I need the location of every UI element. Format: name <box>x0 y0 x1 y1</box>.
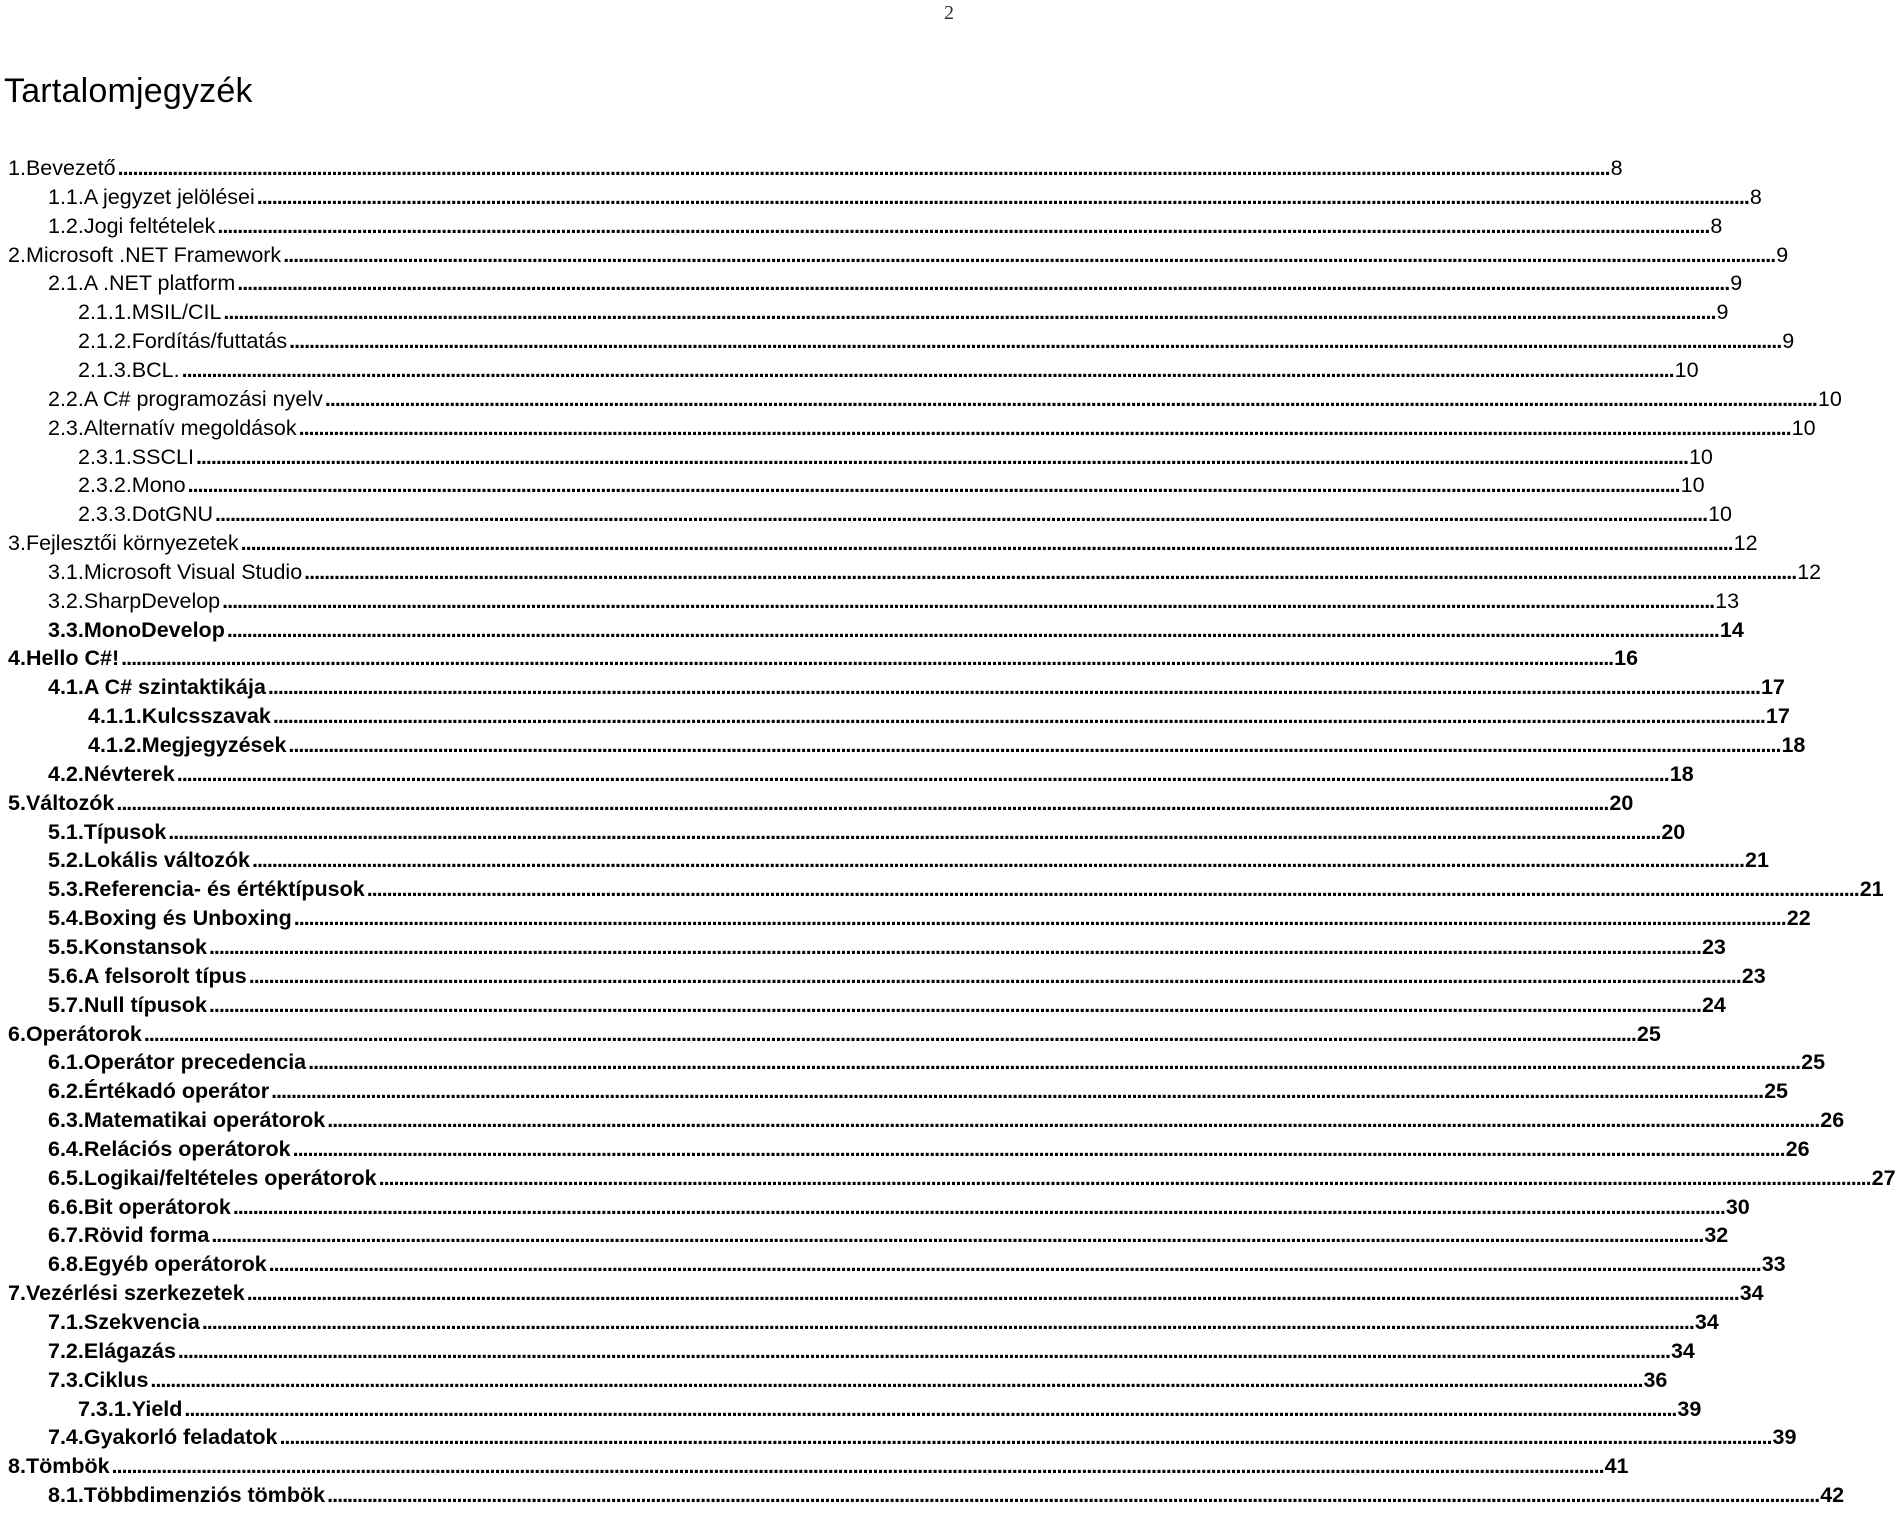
toc-leader-dots: ............................................................................................................................................................................................................................................................................................................ <box>248 963 1741 988</box>
toc-entry-label: Bit operátorok <box>83 1194 231 1219</box>
toc-entry[interactable] <box>78 327 1795 355</box>
toc-leader-dots: ............................................................................................................................................................................................................................................................................................................ <box>111 1454 1604 1479</box>
toc-leader-dots: ............................................................................................................................................................................................................................................................................................................ <box>298 415 1791 440</box>
toc-entry-page: 8 <box>1710 213 1723 238</box>
toc-entry-number: 3.3. <box>48 617 84 642</box>
toc-entry-page: 32 <box>1704 1223 1729 1248</box>
toc-entry-page: 21 <box>1745 848 1769 873</box>
toc-entry[interactable] <box>48 616 1744 644</box>
toc-entry[interactable] <box>48 269 1743 297</box>
toc-entry[interactable] <box>48 1193 1750 1221</box>
toc-entry[interactable] <box>48 414 1816 442</box>
toc-entry-number: 6.6. <box>48 1194 84 1219</box>
toc-entry[interactable] <box>48 385 1842 413</box>
toc-entry-page: 22 <box>1786 906 1811 931</box>
toc-entry-page: 9 <box>1716 300 1729 325</box>
toc-entry-number: 1.1. <box>48 184 84 209</box>
toc-entry-page: 10 <box>1708 502 1732 527</box>
toc-entry-number: 5.2. <box>48 848 84 873</box>
toc-leader-dots: ............................................................................................................................................................................................................................................................................................................ <box>272 704 1765 729</box>
toc-entry-number: 2.3.3. <box>78 502 132 527</box>
toc-entry-page: 9 <box>1776 242 1789 267</box>
toc-entry-page: 27 <box>1871 1165 1896 1190</box>
toc-entry-page: 33 <box>1761 1252 1786 1277</box>
toc-leader-dots: ............................................................................................................................................................................................................................................................................................................ <box>181 357 1674 382</box>
toc-leader-dots: ............................................................................................................................................................................................................................................................................................................ <box>378 1165 1871 1190</box>
toc-entry-page: 16 <box>1614 646 1639 671</box>
toc-leader-dots: ............................................................................................................................................................................................................................................................................................................ <box>168 819 1661 844</box>
toc-entry-number: 7.3.1. <box>78 1396 132 1421</box>
toc-entry-number: 6.5. <box>48 1165 84 1190</box>
toc-entry-page: 24 <box>1701 992 1726 1017</box>
toc-entry[interactable] <box>48 1135 1810 1163</box>
toc-entry-page: 12 <box>1797 559 1822 584</box>
toc-leader-dots: ............................................................................................................................................................................................................................................................................................................ <box>222 588 1715 613</box>
toc-entry[interactable] <box>48 1481 1845 1509</box>
toc-entry-number: 2.3. <box>48 415 84 440</box>
toc-leader-dots: ............................................................................................................................................................................................................................................................................................................ <box>293 906 1786 931</box>
toc-entry-label: Megjegyzések <box>141 733 287 757</box>
toc-entry-label: Matematikai operátorok <box>83 1108 326 1133</box>
toc-entry-number: 6. <box>8 1021 26 1046</box>
toc-entry-number: 2.3.2. <box>78 473 132 498</box>
toc-entry[interactable] <box>8 529 1758 557</box>
toc-entry-page: 18 <box>1781 733 1806 757</box>
toc-entry-number: 1. <box>8 156 26 180</box>
toc-entry-number: 7.4. <box>48 1425 84 1450</box>
toc-entry-page: 25 <box>1801 1050 1826 1075</box>
toc-title: Tartalomjegyzék <box>4 72 253 110</box>
toc-entry-number: 2.2. <box>48 386 84 411</box>
toc-entry[interactable] <box>48 673 1785 701</box>
toc-entry-page: 14 <box>1719 617 1744 642</box>
toc-leader-dots: ............................................................................................................................................................................................................................................................................................................ <box>240 531 1733 556</box>
toc-entry-label: Boxing és Unboxing <box>83 906 292 931</box>
toc-entry[interactable] <box>8 1279 1764 1307</box>
toc-entry-page: 9 <box>1730 271 1743 296</box>
toc-leader-dots: ............................................................................................................................................................................................................................................................................................................ <box>217 213 1710 238</box>
toc-entry-label: MonoDevelop <box>83 617 225 642</box>
toc-entry-number: 7. <box>8 1281 26 1306</box>
toc-entry-page: 36 <box>1643 1367 1668 1392</box>
page-number: 2 <box>944 2 954 24</box>
toc-entry-page: 10 <box>1817 386 1842 411</box>
toc-leader-dots: ............................................................................................................................................................................................................................................................................................................ <box>150 1367 1643 1392</box>
toc-entry-number: 5.1. <box>48 819 84 844</box>
toc-entry[interactable] <box>48 1308 1719 1336</box>
toc-leader-dots: ............................................................................................................................................................................................................................................................................................................ <box>268 1252 1761 1277</box>
toc-entry-page: 18 <box>1669 761 1694 786</box>
toc-entry-label: Ciklus <box>83 1367 149 1392</box>
toc-entry-number: 6.2. <box>48 1079 84 1104</box>
toc-entry-page: 8 <box>1749 184 1762 209</box>
toc-entry-number: 5.5. <box>48 934 84 959</box>
toc-leader-dots: ............................................................................................................................................................................................................................................................................................................ <box>232 1194 1725 1219</box>
toc-entry[interactable] <box>78 443 1713 471</box>
toc-entry-page: 26 <box>1785 1136 1810 1161</box>
toc-entry-page: 17 <box>1765 704 1790 729</box>
toc-entry-label: Rövid forma <box>83 1223 210 1248</box>
toc-entry-page: 9 <box>1782 329 1795 354</box>
toc-entry-label: Operátorok <box>25 1021 142 1046</box>
toc-entry-number: 6.4. <box>48 1136 84 1161</box>
toc-entry-label: Microsoft Visual Studio <box>83 559 303 584</box>
toc-entry-page: 10 <box>1688 444 1713 469</box>
toc-entry-number: 3.1. <box>48 559 84 584</box>
toc-entry-number: 7.3. <box>48 1367 84 1392</box>
toc-entry[interactable] <box>48 1048 1826 1076</box>
toc-leader-dots: ............................................................................................................................................................................................................................................................................................................ <box>288 733 1781 757</box>
toc-entry-number: 6.7. <box>48 1223 84 1248</box>
toc-entry-number: 4.1. <box>48 675 84 700</box>
toc-entry[interactable] <box>78 356 1699 384</box>
toc-entry[interactable] <box>48 846 1769 874</box>
toc-entry-label: Egyéb operátorok <box>83 1252 267 1277</box>
toc-entry-page: 12 <box>1733 531 1758 556</box>
toc-leader-dots: ............................................................................................................................................................................................................................................................................................................ <box>237 271 1730 296</box>
toc-entry-label: Mono <box>131 473 186 498</box>
toc-entry-page: 13 <box>1715 588 1740 613</box>
toc-entry-label: A felsorolt típus <box>83 963 247 988</box>
toc-entry-number: 4.1.2. <box>88 733 142 757</box>
toc-entry-number: 5.6. <box>48 963 84 988</box>
toc-entry-number: 3.2. <box>48 588 84 613</box>
toc-entry-label: Névterek <box>83 761 175 786</box>
toc-leader-dots: ............................................................................................................................................................................................................................................................................................................ <box>283 242 1776 267</box>
toc-entry[interactable] <box>78 298 1729 326</box>
toc-entry-number: 2.1.2. <box>78 329 132 354</box>
toc-entry[interactable] <box>48 1077 1789 1105</box>
toc-entry[interactable] <box>48 904 1811 932</box>
toc-leader-dots: ............................................................................................................................................................................................................................................................................................................ <box>177 1338 1670 1363</box>
toc-entry-page: 41 <box>1604 1454 1629 1479</box>
toc-leader-dots: ............................................................................................................................................................................................................................................................................................................ <box>208 934 1701 959</box>
toc-leader-dots: ............................................................................................................................................................................................................................................................................................................ <box>327 1108 1820 1133</box>
toc-entry-label: Alternatív megoldások <box>83 415 297 440</box>
toc-leader-dots: ............................................................................................................................................................................................................................................................................................................ <box>304 559 1797 584</box>
toc-entry-label: Változók <box>25 790 115 815</box>
toc-entry-page: 25 <box>1764 1079 1789 1104</box>
toc-entry-page: 34 <box>1739 1281 1764 1306</box>
toc-entry-label: Hello C#! <box>25 646 120 671</box>
toc-entry[interactable] <box>78 1395 1702 1423</box>
toc-leader-dots: ............................................................................................................................................................................................................................................................................................................ <box>246 1281 1739 1306</box>
toc-entry-label: Kulcsszavak <box>141 704 271 729</box>
toc-entry-number: 7.2. <box>48 1338 84 1363</box>
toc-entry[interactable] <box>8 154 1623 182</box>
toc-entry[interactable] <box>48 183 1762 211</box>
toc-entry-label: Többdimenziós tömbök <box>83 1483 326 1508</box>
toc-entry-number: 2.1.3. <box>78 357 132 382</box>
toc-leader-dots: ............................................................................................................................................................................................................................................................................................................ <box>195 444 1688 469</box>
toc-entry-label: Szekvencia <box>83 1310 200 1334</box>
toc-entry-number: 5. <box>8 790 26 815</box>
toc-leader-dots: ............................................................................................................................................................................................................................................................................................................ <box>176 761 1669 786</box>
toc-entry[interactable] <box>48 991 1726 1019</box>
toc-entry-label: Fordítás/futtatás <box>131 329 288 354</box>
toc-entry-page: 34 <box>1694 1310 1719 1334</box>
toc-entry-number: 5.4. <box>48 906 84 931</box>
toc-entry-label: MSIL/CIL <box>131 300 222 325</box>
toc-entry-page: 26 <box>1820 1108 1845 1133</box>
toc-entry-page: 10 <box>1791 415 1816 440</box>
toc-entry-number: 6.8. <box>48 1252 84 1277</box>
toc-entry[interactable] <box>48 1164 1896 1192</box>
toc-entry-label: SharpDevelop <box>83 588 221 613</box>
toc-entry-page: 42 <box>1820 1483 1845 1508</box>
toc-entry[interactable] <box>78 471 1705 499</box>
toc-entry-page: 23 <box>1701 934 1726 959</box>
toc-entry[interactable] <box>48 1106 1845 1134</box>
toc-leader-dots: ............................................................................................................................................................................................................................................................................................................ <box>187 473 1680 498</box>
toc-entry-label: Fejlesztői környezetek <box>25 531 239 556</box>
toc-leader-dots: ............................................................................................................................................................................................................................................................................................................ <box>366 877 1859 902</box>
toc-entry-number: 4. <box>8 646 26 671</box>
toc-entry-label: Elágazás <box>83 1338 176 1363</box>
toc-entry[interactable] <box>8 644 1639 672</box>
toc-entry[interactable] <box>8 789 1634 817</box>
toc-entry-label: Yield <box>131 1396 183 1421</box>
toc-entry[interactable] <box>48 875 1884 903</box>
toc-entry-number: 8. <box>8 1454 26 1479</box>
toc-entry-label: SSCLI <box>131 444 194 469</box>
toc-leader-dots: ............................................................................................................................................................................................................................................................................................................ <box>215 502 1708 527</box>
toc-entry-label: BCL. <box>131 357 180 382</box>
toc-entry[interactable] <box>8 1020 1661 1048</box>
toc-entry[interactable] <box>88 702 1790 730</box>
toc-entry-page: 17 <box>1760 675 1785 700</box>
toc-entry[interactable] <box>88 731 1806 759</box>
toc-entry-page: 10 <box>1680 473 1705 498</box>
toc-entry-number: 2.3.1. <box>78 444 132 469</box>
toc-leader-dots: ............................................................................................................................................................................................................................................................................................................ <box>251 848 1744 873</box>
toc-entry-label: Tömbök <box>25 1454 110 1479</box>
toc-entry-label: Konstansok <box>83 934 207 959</box>
toc-entry-number: 6.1. <box>48 1050 84 1075</box>
toc-entry-label: Referencia- és értéktípusok <box>83 877 365 902</box>
toc-entry-page: 21 <box>1859 877 1884 902</box>
toc-entry-label: A .NET platform <box>83 271 236 296</box>
toc-leader-dots: ............................................................................................................................................................................................................................................................................................................ <box>292 1136 1785 1161</box>
toc-entry-page: 8 <box>1610 156 1623 180</box>
toc-leader-dots: ............................................................................................................................................................................................................................................................................................................ <box>279 1425 1772 1450</box>
toc-leader-dots: ............................................................................................................................................................................................................................................................................................................ <box>116 790 1609 815</box>
toc-entry-label: Microsoft .NET Framework <box>25 242 282 267</box>
toc-leader-dots: ............................................................................................................................................................................................................................................................................................................ <box>267 675 1760 700</box>
toc-entry[interactable] <box>48 962 1766 990</box>
toc-leader-dots: ............................................................................................................................................................................................................................................................................................................ <box>211 1223 1704 1248</box>
toc-entry-page: 30 <box>1725 1194 1750 1219</box>
toc-leader-dots: ............................................................................................................................................................................................................................................................................................................ <box>117 156 1610 180</box>
toc-entry-number: 5.7. <box>48 992 84 1017</box>
toc-entry-number: 7.1. <box>48 1310 84 1334</box>
toc-leader-dots: ............................................................................................................................................................................................................................................................................................................ <box>184 1396 1677 1421</box>
toc-entry-label: Típusok <box>83 819 167 844</box>
toc-entry-label: Vezérlési szerkezetek <box>25 1281 245 1306</box>
toc-entry-label: Relációs operátorok <box>83 1136 291 1161</box>
toc-entry[interactable] <box>48 1250 1786 1278</box>
toc-entry-label: A C# szintaktikája <box>83 675 266 700</box>
toc-entry-page: 20 <box>1609 790 1634 815</box>
toc-entry-number: 8.1. <box>48 1483 84 1508</box>
toc-entry-page: 39 <box>1677 1396 1702 1421</box>
toc-entry-page: 25 <box>1636 1021 1661 1046</box>
toc-entry[interactable] <box>48 1423 1797 1451</box>
toc-entry-label: Jogi feltételek <box>83 213 216 238</box>
toc-leader-dots: ............................................................................................................................................................................................................................................................................................................ <box>226 617 1719 642</box>
toc-entry-label: Operátor precedencia <box>83 1050 307 1075</box>
toc-entry-number: 4.1.1. <box>88 704 142 729</box>
toc-entry[interactable] <box>48 1366 1668 1394</box>
toc-entry-number: 5.3. <box>48 877 84 902</box>
toc-entry[interactable] <box>48 212 1723 240</box>
toc-leader-dots: ............................................................................................................................................................................................................................................................................................................ <box>223 300 1716 325</box>
toc-entry-label: A jegyzet jelölései <box>83 184 255 209</box>
toc-entry-number: 2. <box>8 242 26 267</box>
toc-entry[interactable] <box>48 1221 1729 1249</box>
toc-entry-label: Értékadó operátor <box>83 1079 270 1104</box>
toc-entry[interactable] <box>48 818 1686 846</box>
toc-entry-page: 20 <box>1661 819 1686 844</box>
toc-entry-page: 10 <box>1674 357 1699 382</box>
toc-entry[interactable] <box>48 558 1822 586</box>
toc-entry[interactable] <box>8 241 1789 269</box>
toc-entry-number: 6.3. <box>48 1108 84 1133</box>
toc-entry-number: 2.1. <box>48 271 84 296</box>
toc-entry-label: DotGNU <box>131 502 214 527</box>
toc-leader-dots: ............................................................................................................................................................................................................................................................................................................ <box>271 1079 1764 1104</box>
toc-entry-label: Lokális változók <box>83 848 250 873</box>
toc-leader-dots: ............................................................................................................................................................................................................................................................................................................ <box>256 184 1749 209</box>
toc-leader-dots: ............................................................................................................................................................................................................................................................................................................ <box>121 646 1614 671</box>
toc-leader-dots: ............................................................................................................................................................................................................................................................................................................ <box>208 992 1701 1017</box>
toc-leader-dots: ............................................................................................................................................................................................................................................................................................................ <box>308 1050 1801 1075</box>
toc-entry-number: 4.2. <box>48 761 84 786</box>
toc-leader-dots: ............................................................................................................................................................................................................................................................................................................ <box>289 329 1782 354</box>
toc-entry-label: Bevezető <box>25 156 116 180</box>
toc-entry[interactable] <box>48 1337 1695 1365</box>
toc-entry[interactable] <box>48 760 1694 788</box>
toc-entry-label: A C# programozási nyelv <box>83 386 323 411</box>
toc-leader-dots: ............................................................................................................................................................................................................................................................................................................ <box>201 1310 1694 1334</box>
toc-entry-page: 39 <box>1772 1425 1797 1450</box>
toc-entry-number: 1.2. <box>48 213 84 238</box>
toc-entry[interactable] <box>8 1452 1629 1480</box>
toc-leader-dots: ............................................................................................................................................................................................................................................................................................................ <box>327 1483 1820 1508</box>
toc-entry-label: Logikai/feltételes operátorok <box>83 1165 377 1190</box>
toc-leader-dots: ............................................................................................................................................................................................................................................................................................................ <box>324 386 1817 411</box>
toc-entry[interactable] <box>48 933 1726 961</box>
toc-entry-page: 34 <box>1670 1338 1695 1363</box>
toc-entry[interactable] <box>48 587 1740 615</box>
toc-entry-label: Null típusok <box>83 992 207 1017</box>
toc-entry[interactable] <box>78 500 1732 528</box>
toc-entry-label: Gyakorló feladatok <box>83 1425 278 1450</box>
toc-entry-page: 23 <box>1741 963 1766 988</box>
toc-entry-number: 2.1.1. <box>78 300 132 325</box>
toc-entry-number: 3. <box>8 531 26 556</box>
toc-leader-dots: ............................................................................................................................................................................................................................................................................................................ <box>143 1021 1636 1046</box>
